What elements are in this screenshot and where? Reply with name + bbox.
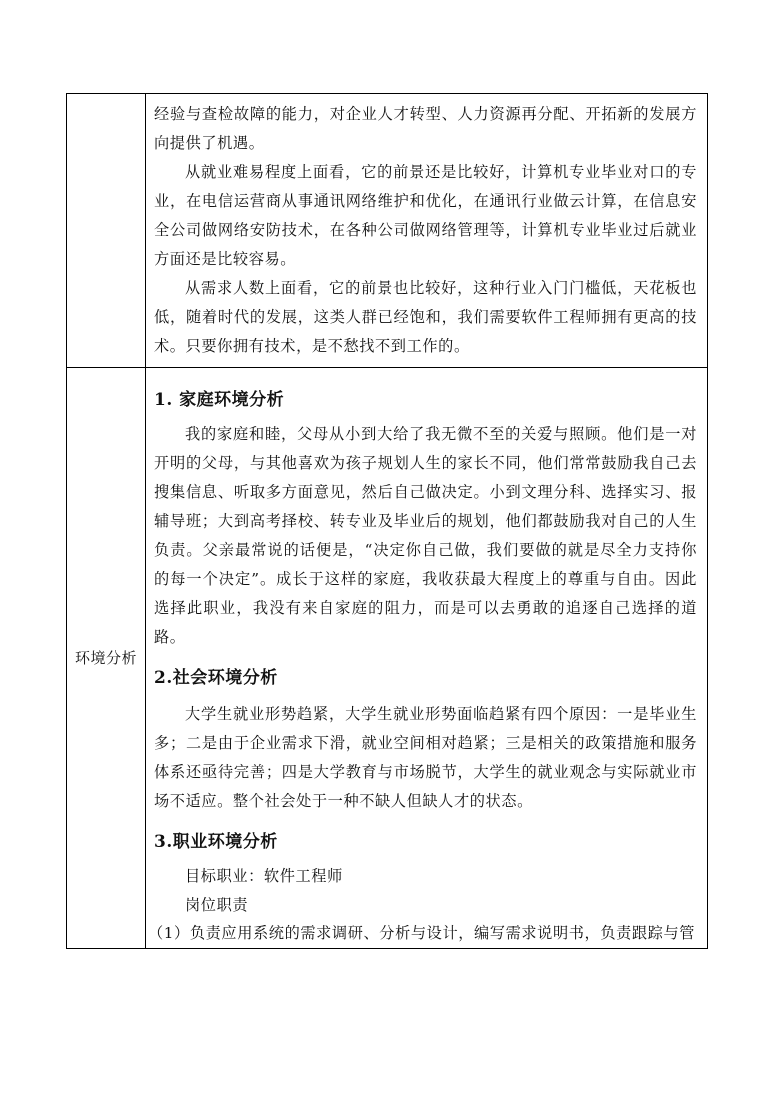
paragraph: 我的家庭和睦，父母从小到大给了我无微不至的关爱与照顾。他们是一对开明的父母，与其他喜欢为孩子规划人生的家长不同，他们常常鼓励我自己去搜集信息、听取多方面意见，然后自己做决定。小到文理分科、选择实习、报辅导班；大到高考择校、转专业及毕业后的规划，他们都鼓励我对自己的人生负责。父亲最常说的话便是，“决定你自己做，我们要做的就是尽全力支持你的每一个决定”。成长于这样的家庭，我收获最大程度上的尊重与自由。因此选择此职业，我没有来自家庭的阻力，而是可以去勇敢的追逐自己选择的道路。 [154, 425, 697, 646]
row-label-cell [67, 368, 146, 949]
section-heading-social: 2.社会环境分析 [154, 668, 278, 688]
row-content-cell [146, 368, 708, 949]
row-label-cell [67, 94, 146, 368]
paragraph: 大学生就业形势趋紧，大学生就业形势面临趋紧有四个原因：一是毕业生多；二是由于企业需求下滑，就业空间相对趋紧；三是相关的政策措施和服务体系还亟待完善；四是大学教育与市场脱节，大学生的就业观念与实际就业市场不适应。整个社会处于一种不缺人但缺人才的状态。 [154, 705, 697, 810]
paragraph: 从需求人数上面看，它的前景也比较好，这种行业入门门槛低，天花板也低，随着时代的发展，这类人群已经饱和，我们需要软件工程师拥有更高的技术。只要你拥有技术，是不愁找不到工作的。 [154, 279, 697, 355]
target-career-line: 目标职业：软件工程师 [185, 867, 343, 885]
duty-item: （1）负责应用系统的需求调研、分析与设计，编写需求说明书，负责跟踪与管 [148, 924, 696, 942]
paragraph: 经验与查检故障的能力，对企业人才转型、人力资源再分配、开拓新的发展方向提供了机遇。 [154, 105, 697, 152]
table-row [67, 94, 708, 368]
table-row [67, 368, 708, 949]
document-table [66, 93, 708, 949]
section-heading-family: 1. 家庭环境分析 [154, 390, 285, 410]
section-heading-career: 3.职业环境分析 [154, 832, 278, 852]
paragraph: 从就业难易程度上面看，它的前景还是比较好，计算机专业毕业对口的专业，在电信运营商从事通讯网络维护和优化，在通讯行业做云计算，在信息安全公司做网络安防技术，在各种公司做网络管理等，计算机专业毕业过后就业方面还是比较容易。 [154, 163, 697, 268]
duties-title: 岗位职责 [185, 896, 249, 914]
row-label-environment-analysis: 环境分析 [74, 649, 137, 667]
row-content-cell [146, 94, 708, 368]
